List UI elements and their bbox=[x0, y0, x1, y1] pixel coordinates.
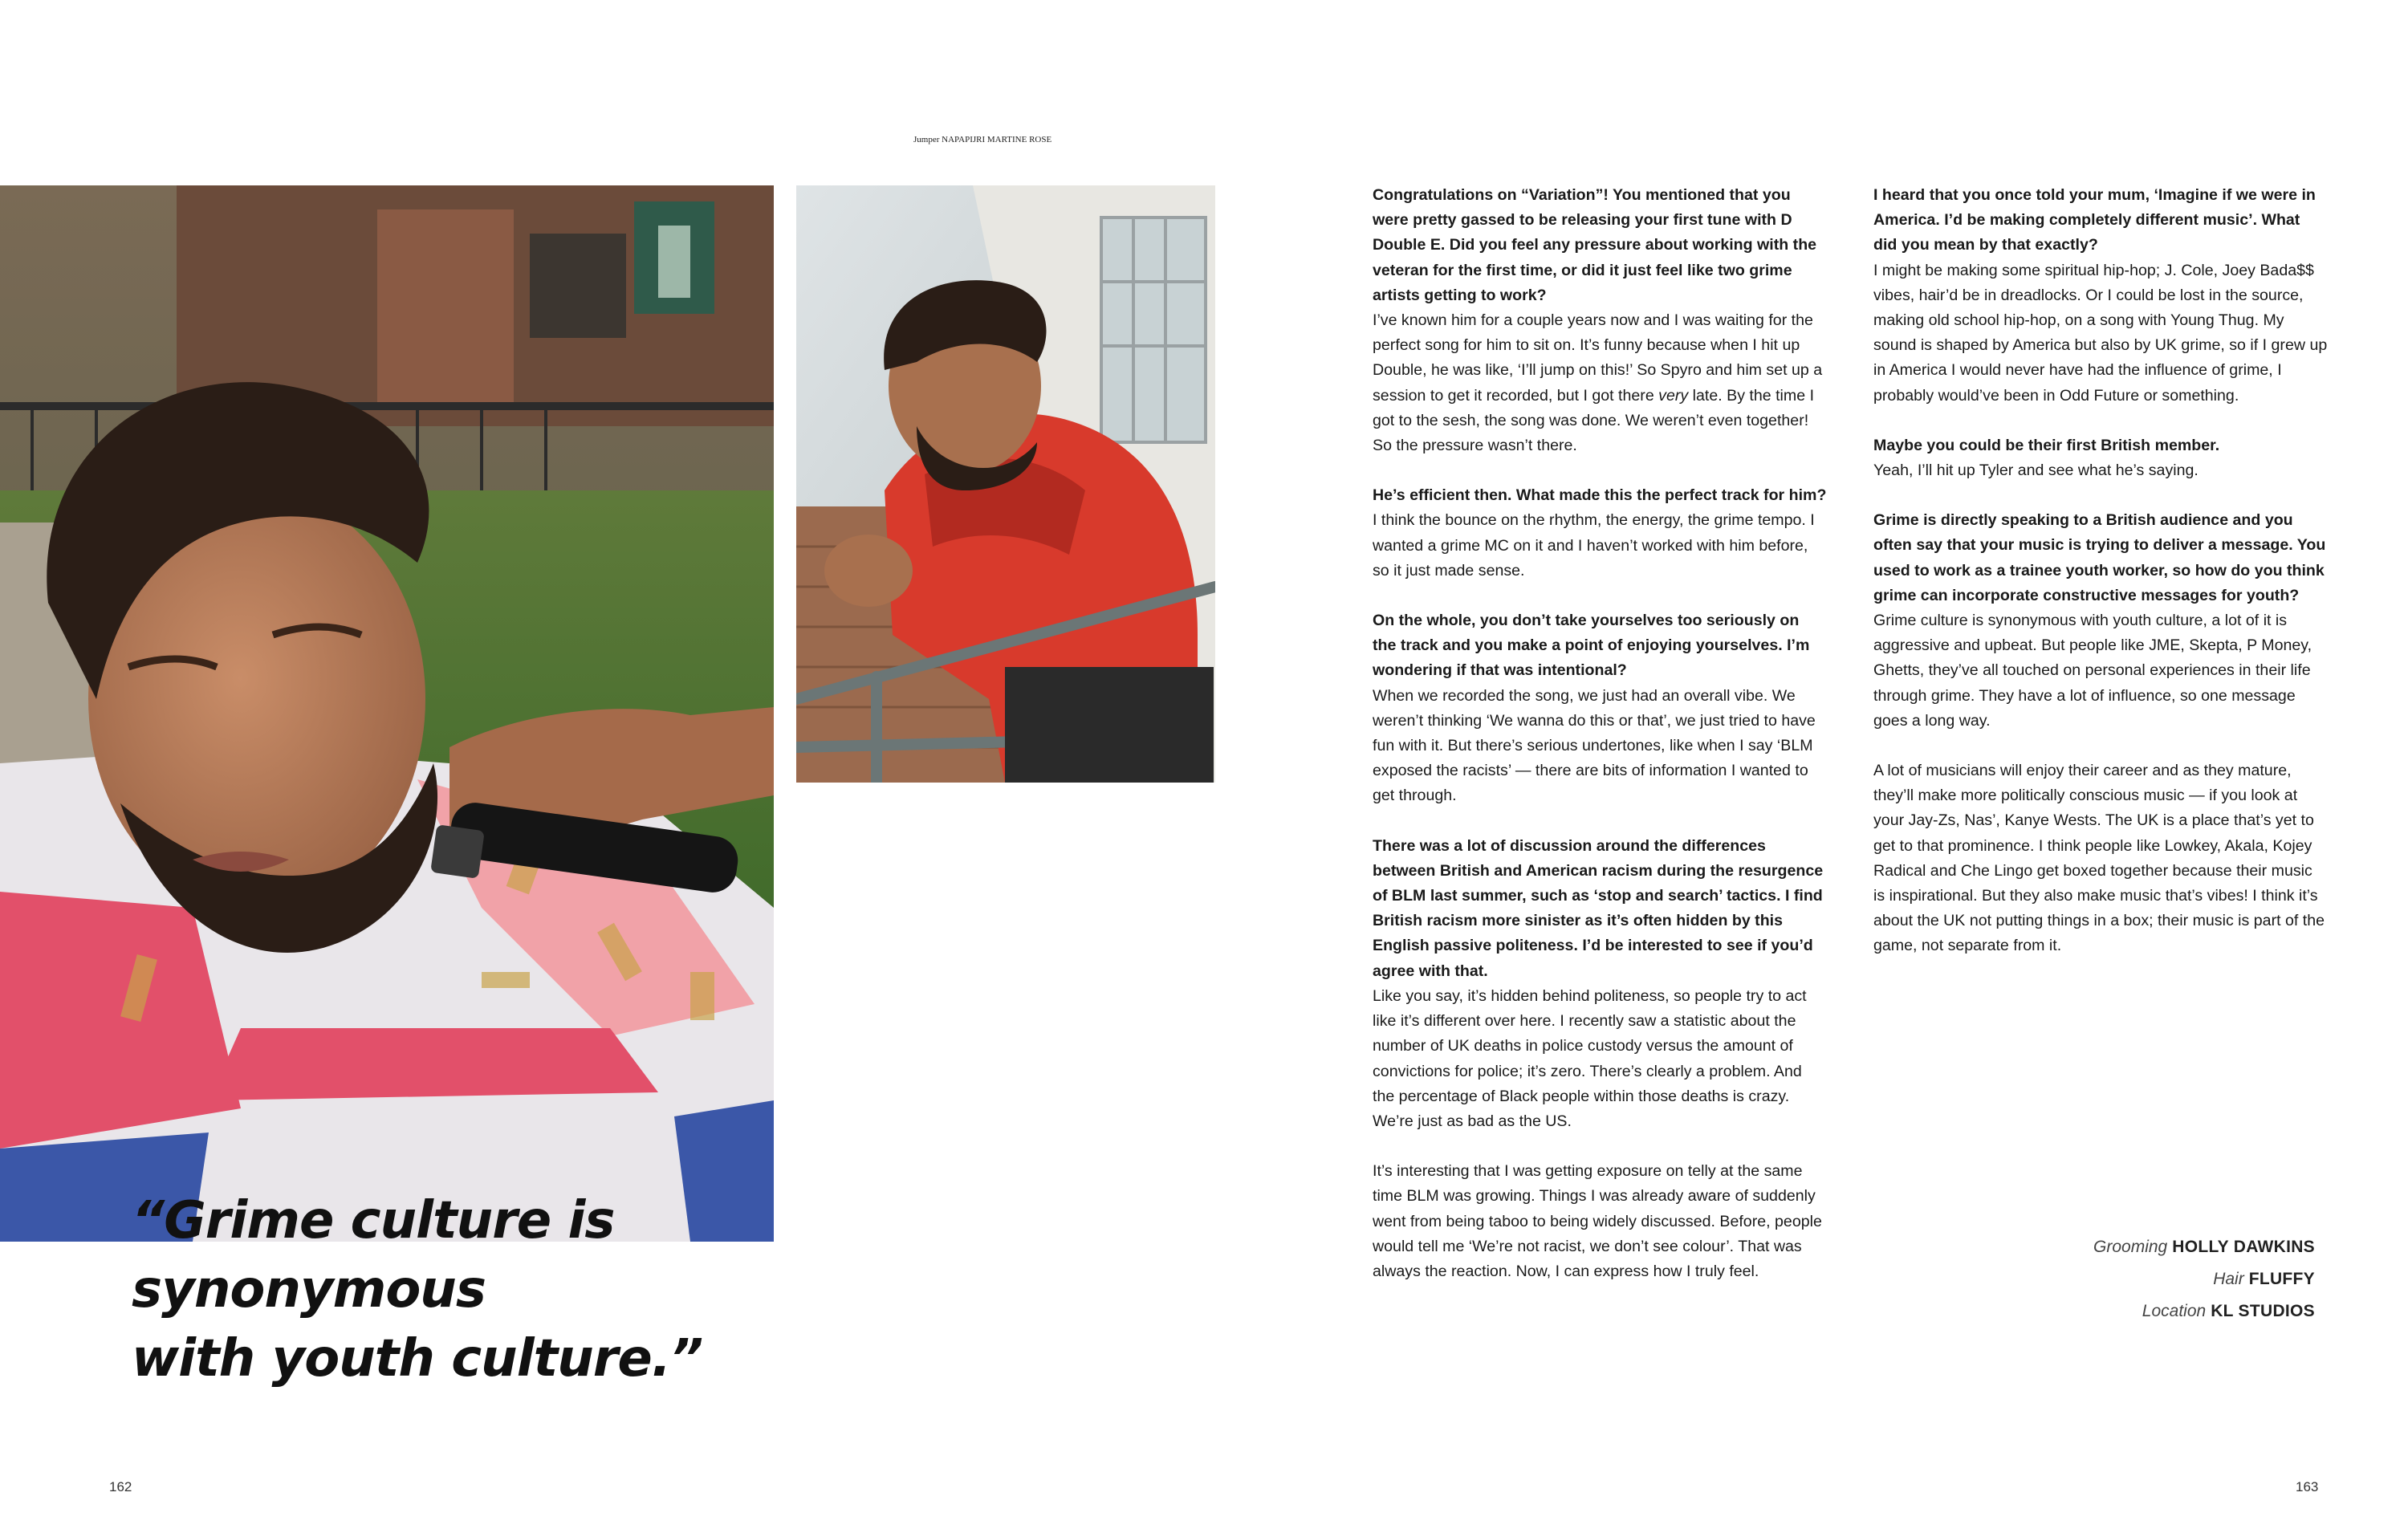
pull-quote-line-1: “Grime culture is synonymous bbox=[132, 1191, 615, 1320]
credit-line bbox=[2093, 1263, 2315, 1295]
credit-line bbox=[2093, 1231, 2315, 1263]
credit-role: Hair bbox=[2213, 1270, 2244, 1288]
qa-block bbox=[1373, 483, 1827, 584]
credit-line bbox=[2093, 1295, 2315, 1328]
interview-question: There was a lot of discussion around the differences between British and American racism during the resurgence of BLM last summer, such as ‘stop and search’ tactics. I find British racism more sinister as it’s often hidden by this English passive politeness. I’d be interested to see if you’d agree with that. bbox=[1373, 836, 1824, 980]
portrait-photo-barber bbox=[0, 185, 774, 1242]
interview-answer: A lot of musicians will enjoy their career and as they mature, they’ll make more politically conscious music — if you look at your Jay-Zs, Nas’, Kanye Wests. The UK is a place that’s yet to get to that prominence. I think people like Lowkey, Akala, Kojey Radical and Che Lingo get boxed together because their music is inspirational. But they also make music that’s vibes! I think it’s about the UK not putting things in a box; their music is part of the game, not separate from it. bbox=[1873, 762, 2325, 955]
interview-question: On the whole, you don’t take yourselves too seriously on the track and you make a point of enjoying yourselves. I’m wondering if that was intentional? bbox=[1373, 612, 1810, 680]
qa-block bbox=[1373, 1159, 1827, 1284]
interview-question: Grime is directly speaking to a British audience and you often say that your music is trying to deliver a message. You used to work as a trainee youth worker, so how do you think grime can incorporate constructive messages for youth? bbox=[1873, 511, 2326, 604]
interview-column-left bbox=[1373, 183, 1827, 1309]
interview-answer: I might be making some spiritual hip-hop; J. Cole, Joey Bada$$ vibes, hair’d be in dreadlocks. Or I could be lost in the source, making old school hip-hop, on a song with Young Thug. My sound is shaped by America but also by UK grime, so if I grew up in America I would never have had the influence of grime, I probably would’ve been in Odd Future or something. bbox=[1873, 261, 2328, 405]
credit-name: HOLLY DAWKINS bbox=[2172, 1238, 2315, 1256]
qa-block bbox=[1373, 608, 1827, 809]
qa-block bbox=[1873, 758, 2328, 959]
interview-question: Congratulations on “Variation”! You mentioned that you were pretty gassed to be releasing your first tune with D Double E. Did you feel any pressure about working with the veteran for the first time, or did it just feel like two grime artists getting to work? bbox=[1373, 186, 1817, 304]
interview-answer: I’ve known him for a couple years now and I was waiting for the perfect song for him to sit on. It’s funny because when I hit up Double, he was like, ‘I’ll jump on this!’ So Spyro and him set up a session to get it recorded, but I got there very late. By the time I got to the sesh, the song was done. We weren’t even together! So the pressure wasn’t there. bbox=[1373, 311, 1823, 455]
interview-answer: Yeah, I’ll hit up Tyler and see what he’s saying. bbox=[1873, 462, 2199, 480]
interview-question: Maybe you could be their first British member. bbox=[1873, 436, 2220, 454]
page-number-right: 163 bbox=[2296, 1479, 2319, 1494]
interview-answer: When we recorded the song, we just had an overall vibe. We weren’t thinking ‘We wanna do this or that’, we just tried to have fun with it. But there’s serious undertones, like when I say ‘BLM exposed the racists’ — there are bits of information I wanted to get through. bbox=[1373, 686, 1816, 805]
credit-role: Location bbox=[2142, 1302, 2207, 1320]
qa-block bbox=[1373, 834, 1827, 1134]
credit-name: KL STUDIOS bbox=[2211, 1302, 2315, 1320]
photo-credits bbox=[2093, 1231, 2315, 1328]
interview-question: He’s efficient then. What made this the perfect track for him? bbox=[1373, 486, 1827, 505]
page-number-left: 162 bbox=[109, 1479, 132, 1494]
qa-block bbox=[1873, 183, 2328, 409]
qa-block bbox=[1373, 183, 1827, 458]
portrait-photo-railing bbox=[796, 185, 1215, 783]
interview-question: I heard that you once told your mum, ‘Imagine if we were in America. I’d be making completely different music’. What did you mean by that exactly? bbox=[1873, 186, 2316, 254]
qa-block bbox=[1873, 508, 2328, 734]
interview-answer: Grime culture is synonymous with youth culture, a lot of it is aggressive and upbeat. But people like JME, Skepta, P Money, Ghetts, they’ve all touched on personal experiences in their life through grime. They have a lot of influence, so one message goes a long way. bbox=[1873, 612, 2312, 730]
interview-answer: I think the bounce on the rhythm, the energy, the grime tempo. I wanted a grime MC on it and I haven’t worked with him before, so it just made sense. bbox=[1373, 511, 1815, 579]
emphasis: very bbox=[1658, 386, 1689, 405]
photo-caption: Jumper NAPAPIJRI MARTINE ROSE bbox=[913, 135, 1052, 144]
credit-name: FLUFFY bbox=[2248, 1270, 2315, 1288]
qa-block bbox=[1873, 433, 2328, 483]
credit-role: Grooming bbox=[2093, 1238, 2168, 1256]
interview-column-right bbox=[1873, 183, 2328, 984]
pull-quote-line-2: with youth culture.” bbox=[132, 1329, 703, 1389]
interview-answer: Like you say, it’s hidden behind politeness, so people try to act like it’s different over here. I recently saw a statistic about the number of UK deaths in police custody versus the amount of convictions for police; it’s zero. There’s clearly a problem. And the percentage of Black people within those deaths is crazy. We’re just as bad as the US. bbox=[1373, 986, 1807, 1130]
interview-answer: It’s interesting that I was getting exposure on telly at the same time BLM was growing. Things I was already aware of suddenly went from being taboo to being widely discussed. Before, people would tell me ‘We’re not racist, we don’t see colour’. That was always the reaction. Now, I can express how I truly feel. bbox=[1373, 1162, 1822, 1280]
pull-quote bbox=[132, 1186, 950, 1393]
